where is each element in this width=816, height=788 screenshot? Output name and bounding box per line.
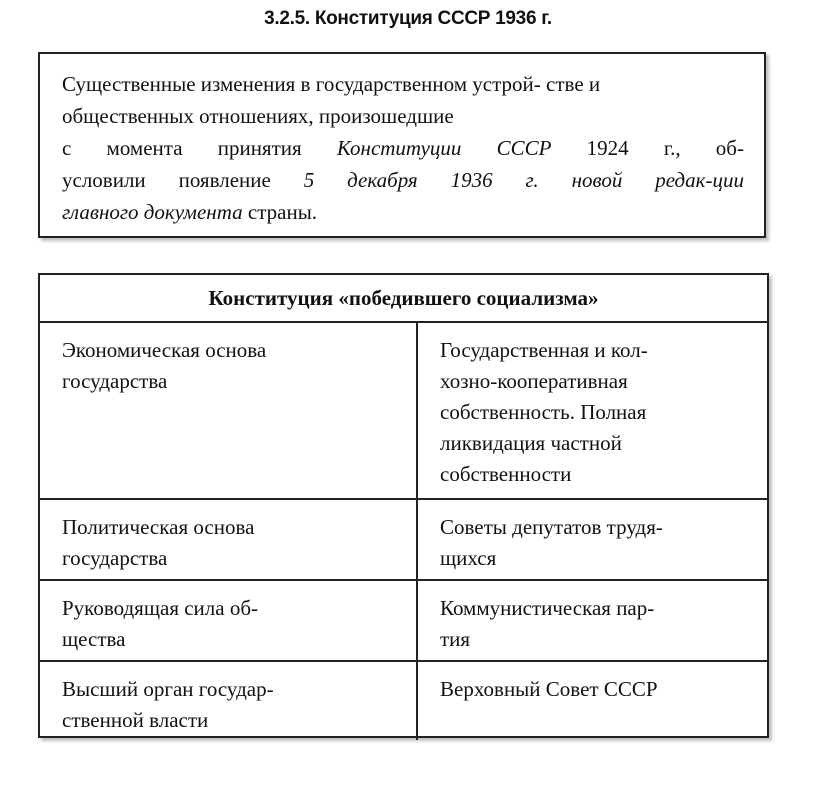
table-row [40, 322, 767, 499]
intro-line-3 [62, 132, 744, 164]
table-cell-value [417, 322, 767, 499]
intro-line-3-end: 1924 г., об- [551, 136, 744, 160]
table-cell-label [40, 580, 417, 661]
row-value-economic: Государственная и кол- хозно-кооперативная собственность. Полная ликвидация частной собственности [440, 338, 648, 486]
intro-line-5 [62, 196, 744, 228]
row-label-leading: Руководящая сила об- щества [62, 596, 259, 651]
row-label-economic: Экономическая основа государства [62, 338, 267, 393]
intro-line-5-italic: главного документа [62, 200, 243, 224]
table-header-row [40, 275, 767, 322]
table-row [40, 499, 767, 580]
table-row [40, 661, 767, 740]
table-header: Конституция «победившего социализма» [40, 275, 767, 322]
table-cell-value [417, 661, 767, 740]
constitution-table-box [38, 273, 769, 738]
table-cell-label [40, 661, 417, 740]
constitution-table [40, 275, 767, 740]
table-cell-label [40, 322, 417, 499]
intro-line-4-italic: 5 декабря 1936 г. новой редак-ции [303, 168, 744, 192]
table-cell-value [417, 499, 767, 580]
row-value-supreme: Верховный Совет СССР [440, 677, 658, 701]
intro-line-3-start: с момента принятия [62, 136, 337, 160]
intro-line-4 [62, 164, 744, 196]
intro-line-1: Существенные изменения в государственном устрой- стве и [62, 72, 601, 96]
intro-line-3-italic: Конституции СССР [336, 136, 552, 160]
row-value-political: Советы депутатов трудя- щихся [440, 515, 663, 570]
intro-line-5-end: страны. [242, 200, 318, 224]
table-row [40, 580, 767, 661]
intro-line-4-start: условили появление [62, 168, 304, 192]
page-title: 3.2.5. Конституция СССР 1936 г. [264, 8, 552, 29]
row-label-supreme: Высший орган государ- ственной власти [62, 677, 274, 732]
table-cell-label [40, 499, 417, 580]
intro-box [38, 52, 766, 238]
row-value-leading: Коммунистическая пар- тия [440, 596, 655, 651]
intro-line-2: общественных отношениях, произошедшие [62, 104, 454, 128]
table-cell-value [417, 580, 767, 661]
row-label-political: Политическая основа государства [62, 515, 255, 570]
